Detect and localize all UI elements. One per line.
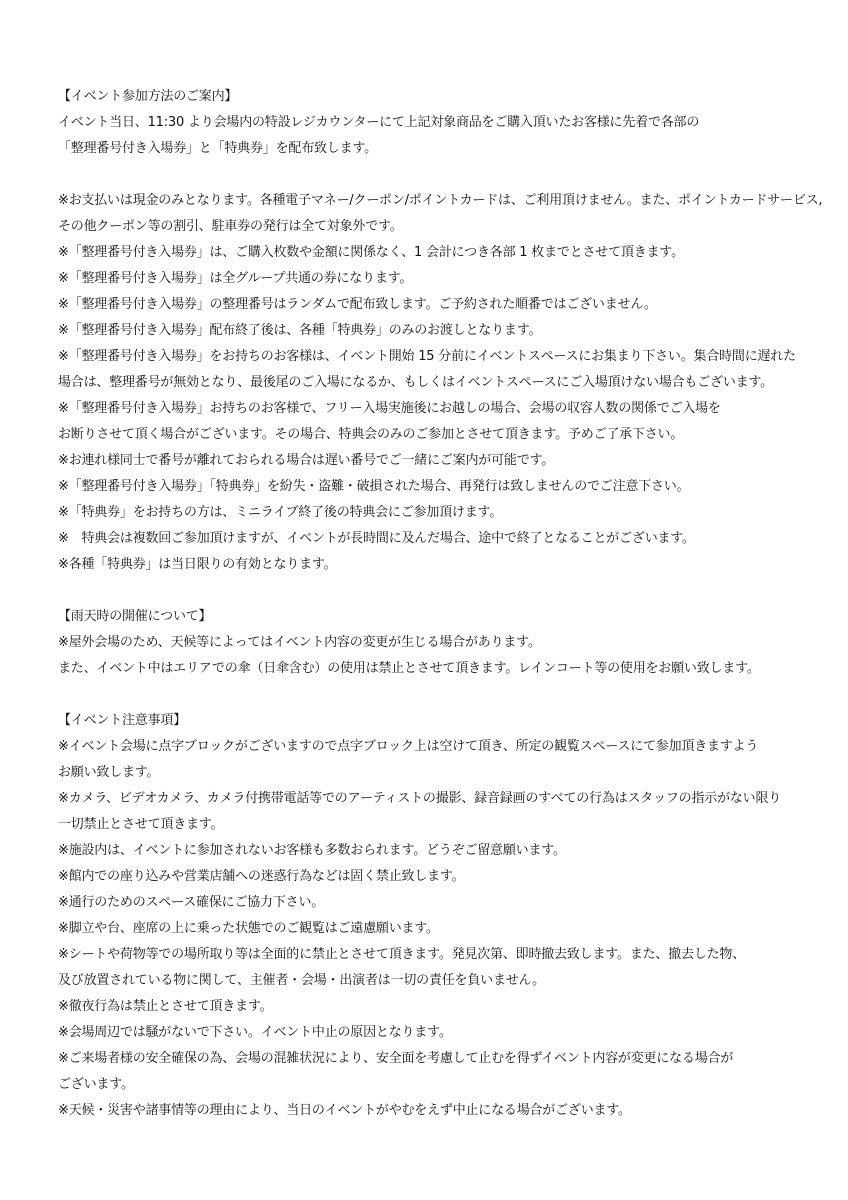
note-line: その他クーポン等の割引、駐車券の発行は全て対象外です。 xyxy=(58,219,403,234)
rain-line: ※屋外会場のため、天候等によってはイベント内容の変更が生じる場合があります。 xyxy=(58,635,541,650)
document-page xyxy=(58,84,828,1124)
caution-line: ※館内での座り込みや営業店舗への迷惑行為などは固く禁止致します。 xyxy=(58,869,465,884)
note-line: ※「整理番号付き入場券」配布終了後は、各種「特典券」のみのお渡しとなります。 xyxy=(58,323,542,338)
caution-line: ※徹夜行為は禁止とさせて頂きます。 xyxy=(58,999,273,1014)
note-line: ※「整理番号付き入場券」をお持ちのお客様は、イベント開始 15 分前にイベントスペースにお集まり下さい。集合時間に遅れた xyxy=(58,349,796,364)
caution-line: ※カメラ、ビデオカメラ、カメラ付携帯電話等でのアーティストの撮影、録音録画のすべての行為はスタッフの指示がない限り xyxy=(58,791,782,806)
caution-line: ※天候・災害や諸事情等の理由により、当日のイベントがやむをえず中止になる場合がございます。 xyxy=(58,1103,631,1118)
caution-line: ※施設内は、イベントに参加されないお客様も多数おられます。どうぞご留意願います。 xyxy=(58,843,566,858)
caution-line: ※イベント会場に点字ブロックがございますので点字ブロック上は空けて頂き、所定の観覧スペースにて参加頂きますよう xyxy=(58,739,759,754)
caution-line: ※通行のためのスペース確保にご協力下さい。 xyxy=(58,895,325,910)
note-line: ※「特典券」をお持ちの方は、ミニライブ終了後の特典会にご参加頂けます。 xyxy=(58,505,503,520)
caution-line: ※会場周辺では騒がないで下さい。イベント中止の原因となります。 xyxy=(58,1025,452,1040)
note-line: ※「整理番号付き入場券」の整理番号はランダムで配布致します。ご予約された順番ではございません。 xyxy=(58,297,657,312)
note-line: ※「整理番号付き入場券」は全グループ共通の券になります。 xyxy=(58,271,413,286)
caution-line: ございます。 xyxy=(58,1077,134,1092)
section-heading-rain: 【雨天時の開催について】 xyxy=(58,609,212,624)
caution-line: ※脚立や台、座席の上に乗った状態でのご観覧はご遠慮願います。 xyxy=(58,921,439,936)
section-heading-participation: 【イベント参加方法のご案内】 xyxy=(58,89,238,104)
note-line: ※お連れ様同士で番号が離れておられる場合は遅い番号でご一緒にご案内が可能です。 xyxy=(58,453,555,468)
note-line: お断りさせて頂く場合がございます。その場合、特典会のみのご参加とさせて頂きます。予めご了承下さい。 xyxy=(58,427,684,442)
caution-line: 一切禁止とさせて頂きます。 xyxy=(58,817,224,832)
spacer xyxy=(58,578,828,604)
caution-line: 及び放置されている物に関して、主催者・会場・出演者は一切の責任を負いません。 xyxy=(58,973,545,988)
caution-line: お願い致します。 xyxy=(58,765,160,780)
note-line: ※ 特典会は複数回ご参加頂けますが、イベントが長時間に及んだ場合、途中で終了となることがございます。 xyxy=(58,531,695,546)
note-line: ※「整理番号付き入場券」は、ご購入枚数や金額に関係なく、1 会計につき各部 1 枚までとさせて頂きます。 xyxy=(58,245,684,260)
note-line: ※「整理番号付き入場券」「特典券」を紛失・盗難・破損された場合、再発行は致しませんのでご注意下さい。 xyxy=(58,479,690,494)
note-line: ※お支払いは現金のみとなります。各種電子マネー/クーポン/ポイントカードは、ご利用頂けません。また、ポイントカードサービス, xyxy=(58,193,823,208)
spacer xyxy=(58,162,828,188)
rain-line: また、イベント中はエリアでの傘（日傘含む）の使用は禁止とさせて頂きます。レインコート等の使用をお願い致します。 xyxy=(58,661,760,676)
caution-line: ※シートや荷物等での場所取り等は全面的に禁止とさせて頂きます。発見次第、即時撤去致します。また、撤去した物、 xyxy=(58,947,746,962)
note-line: ※「整理番号付き入場券」お持ちのお客様で、フリー入場実施後にお越しの場合、会場の収容人数の関係でご入場を xyxy=(58,401,721,416)
caution-line: ※ご来場者様の安全確保の為、会場の混雑状況により、安全面を考慮して止むを得ずイベント内容が変更になる場合が xyxy=(58,1051,734,1066)
note-line: ※各種「特典券」は当日限りの有効となります。 xyxy=(58,557,337,572)
intro-line: イベント当日、11:30 より会場内の特設レジカウンターにて上記対象商品をご購入頂いたお客様に先着で各部の xyxy=(58,115,700,130)
note-line: 場合は、整理番号が無効となり、最後尾のご入場になるか、もしくはイベントスペースにご入場頂けない場合もございます。 xyxy=(58,375,773,390)
intro-line: 「整理番号付き入場券」と「特典券」を配布致します。 xyxy=(58,141,377,156)
spacer xyxy=(58,682,828,708)
section-heading-cautions: 【イベント注意事項】 xyxy=(58,713,187,728)
